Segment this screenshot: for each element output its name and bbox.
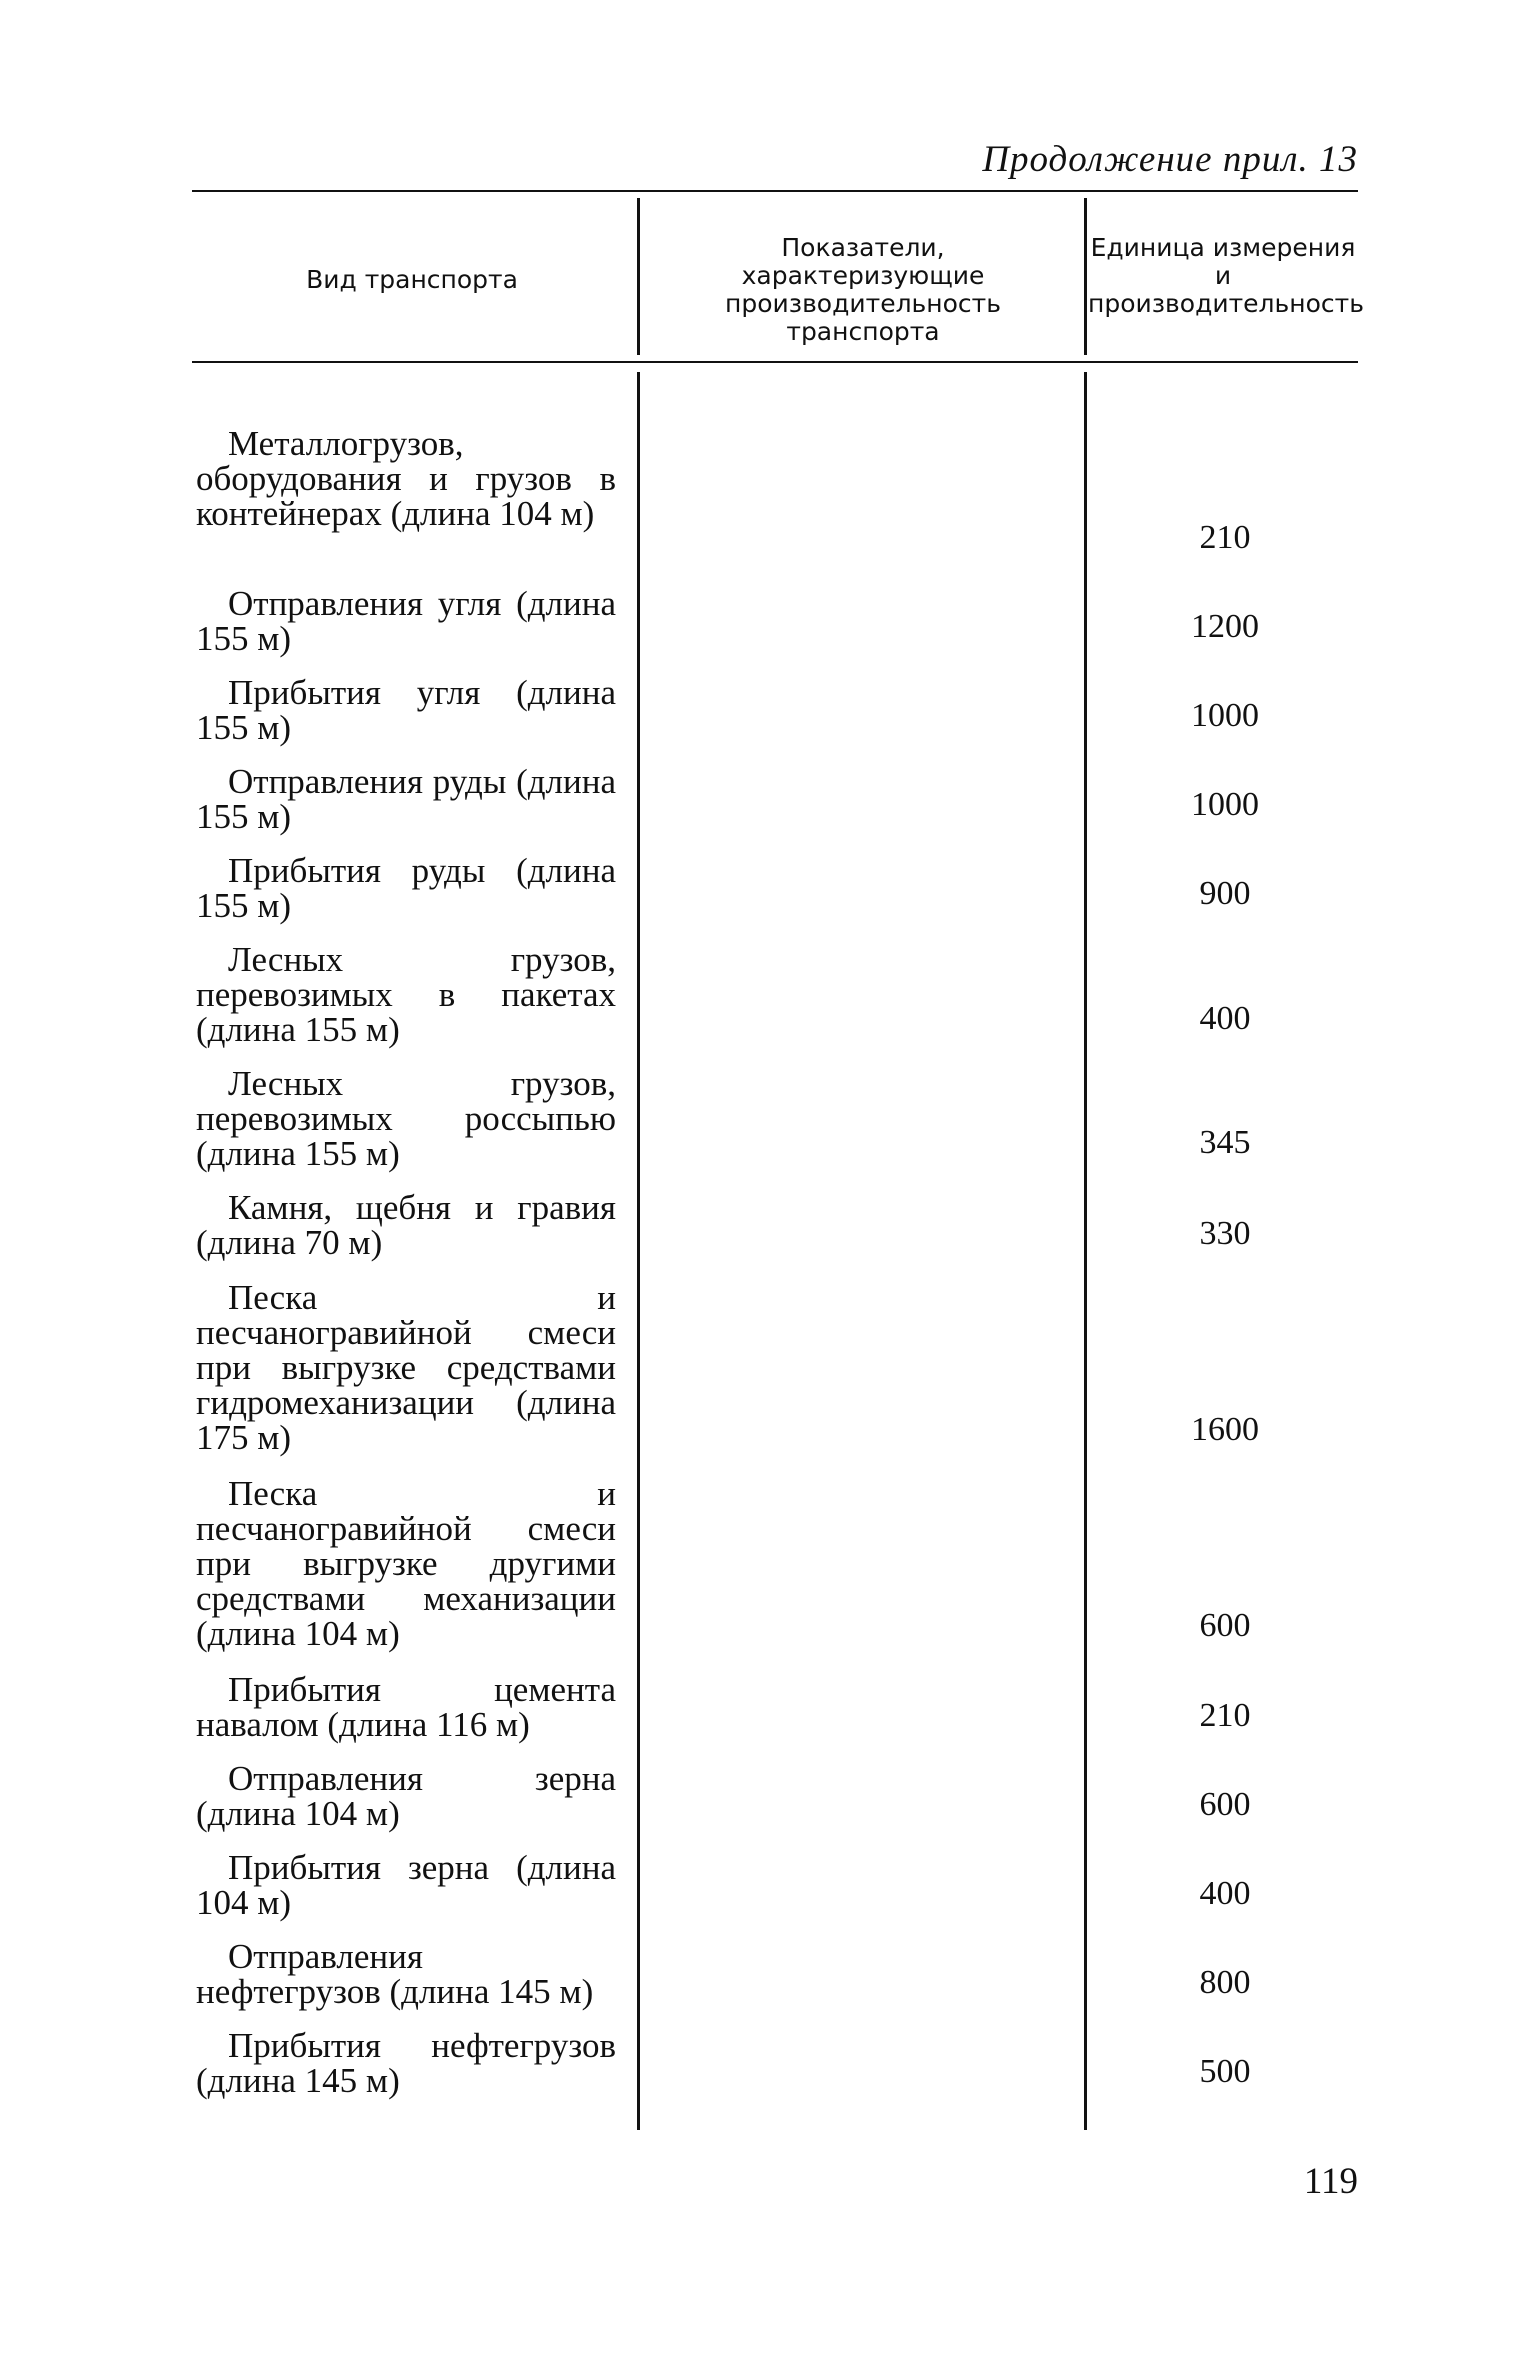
row-value: 210 [1199, 519, 1251, 556]
row-label: Прибытия руды (длина 155 м) [196, 851, 616, 925]
row-label: Прибытия угля (длина 155 м) [196, 673, 616, 747]
table-top-rule [192, 190, 1358, 192]
column-header-unit-productivity: Единица измерения и производительность [1088, 233, 1364, 318]
row-label: Лесных грузов, перевозимых в пакетах (длина 155 м) [196, 940, 616, 1049]
table-header-rule [192, 361, 1358, 363]
row-value: 900 [1199, 875, 1251, 912]
row-label: Прибытия нефтегрузов (длина 145 м) [196, 2026, 616, 2100]
column-divider-2-header [1084, 198, 1087, 355]
row-label: Металлогрузов, оборудования и грузов в контейнерах (длина 104 м) [196, 424, 616, 533]
column-header-transport-type: Вид транспорта [306, 265, 518, 294]
column-header-indicators: Показатели, характеризующие производительность транспорта [725, 233, 1001, 346]
row-value: 1200 [1191, 608, 1259, 645]
column-divider-1-header [637, 198, 640, 355]
row-value: 345 [1199, 1124, 1251, 1161]
row-value: 210 [1199, 1697, 1251, 1734]
row-label: Камня, щебня и гравия (длина 70 м) [196, 1188, 616, 1262]
row-value: 1000 [1191, 697, 1259, 734]
continuation-caption: Продолжение прил. 13 [982, 139, 1358, 180]
column-divider-2-body [1084, 372, 1087, 2130]
row-value: 500 [1199, 2053, 1251, 2090]
row-value: 400 [1199, 1875, 1251, 1912]
row-label: Отправления руды (длина 155 м) [196, 762, 616, 836]
row-value: 600 [1199, 1607, 1251, 1644]
row-label: Песка и песчаногравийной смеси при выгрузке другими средствами механизации (длина 104 м) [196, 1474, 616, 1653]
row-label: Отправления зерна (длина 104 м) [196, 1759, 616, 1833]
row-label: Прибытия зерна (длина 104 м) [196, 1848, 616, 1922]
row-label: Отправления нефтегрузов (длина 145 м) [196, 1937, 594, 2011]
row-label: Лесных грузов, перевозимых россыпью (длина 155 м) [196, 1064, 616, 1173]
row-value: 1600 [1191, 1411, 1259, 1448]
page-number: 119 [1303, 2161, 1358, 2202]
row-label: Песка и песчаногравийной смеси при выгрузке средствами гидромеханизации (длина 175 м) [196, 1278, 616, 1457]
row-value: 400 [1199, 1000, 1251, 1037]
row-value: 1000 [1191, 786, 1259, 823]
row-label: Отправления угля (длина 155 м) [196, 584, 616, 658]
row-value: 800 [1199, 1964, 1251, 2001]
row-value: 330 [1199, 1215, 1251, 1252]
row-value: 600 [1199, 1786, 1251, 1823]
column-divider-1-body [637, 372, 640, 2130]
row-label: Прибытия цемента навалом (длина 116 м) [196, 1670, 616, 1744]
